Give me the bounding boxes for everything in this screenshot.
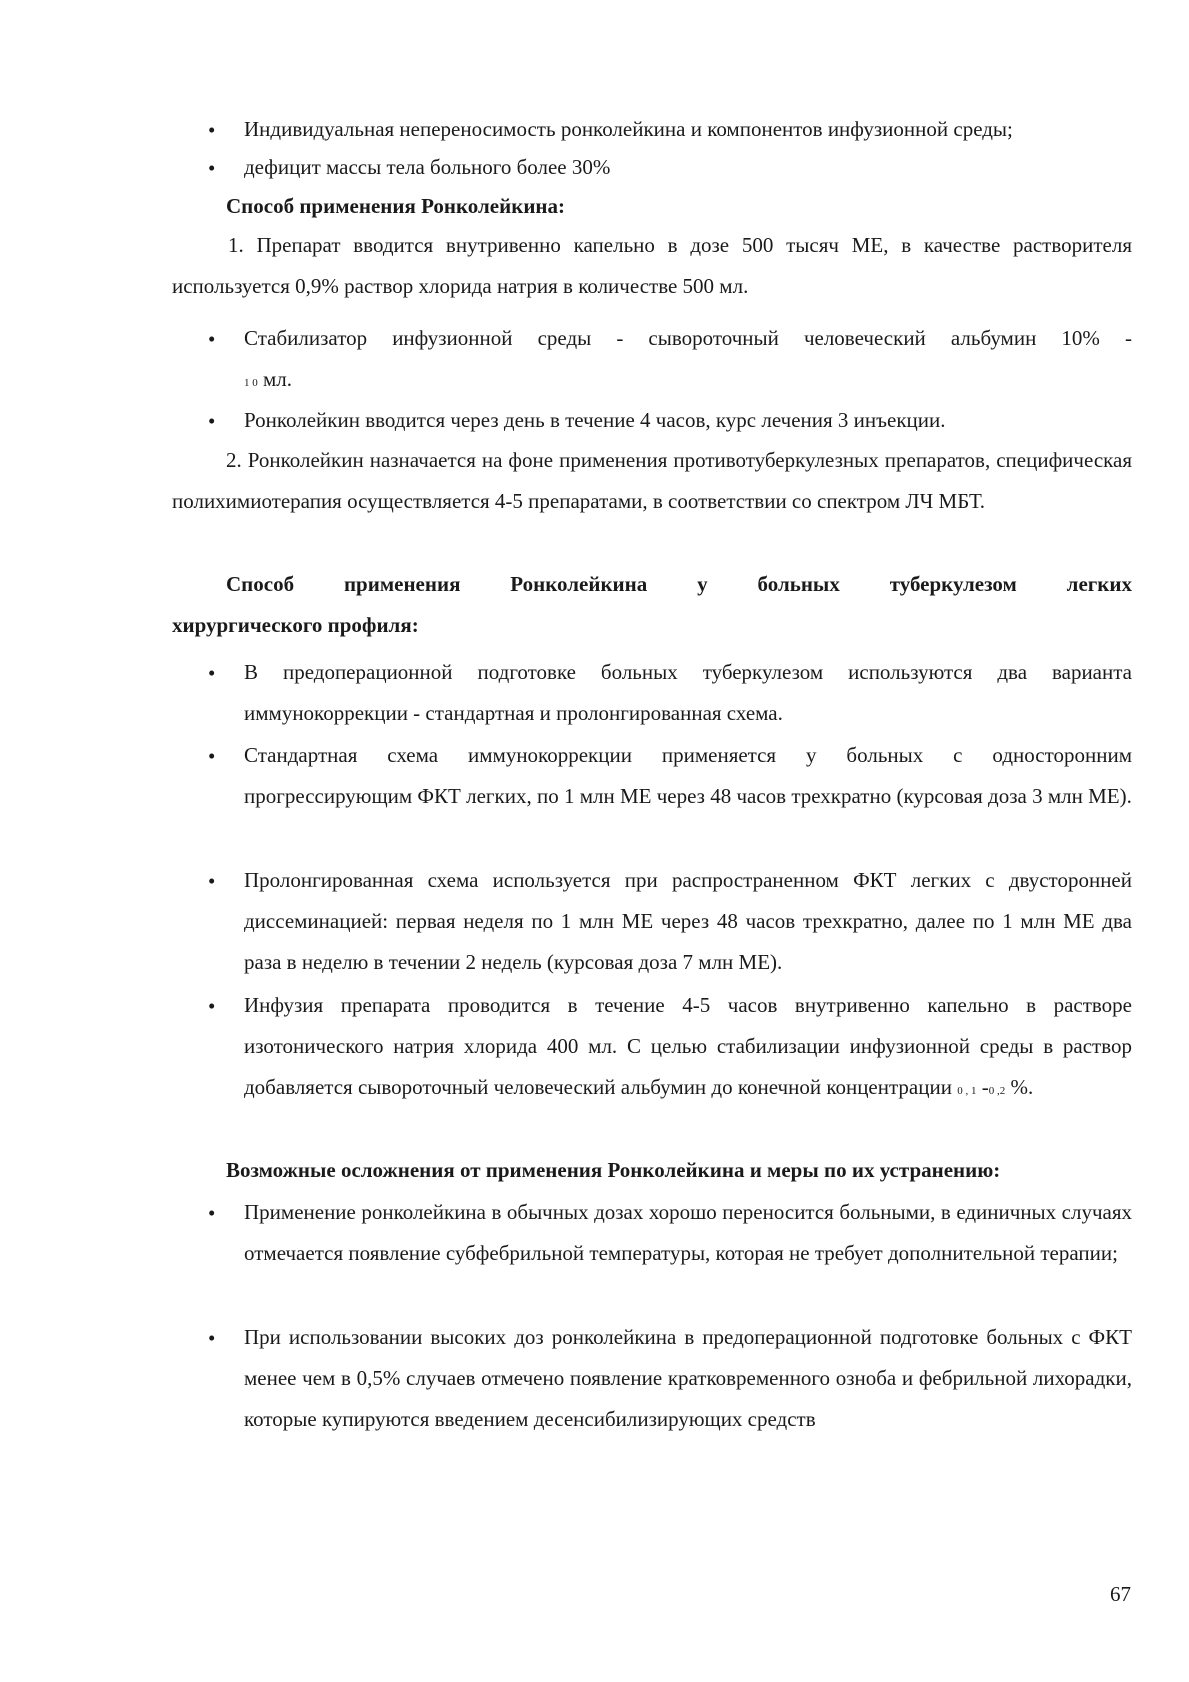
list-item-infusion (244, 985, 1132, 1112)
list-item-high-doses: При использовании высоких доз ронколейкина в предоперационной подготовке больных с ФКТ менее чем в 0,5% случаев отмечено появление кратковременного озноба и фебрильной лихорадки, которые купируются введением десенсибилизирующих средств (244, 1325, 1132, 1431)
bullet-marker: • (208, 661, 216, 685)
bullet-marker: • (208, 409, 216, 433)
heading-surgical-profile (172, 564, 1132, 646)
dose-unit: мл. (263, 367, 293, 391)
page-number: 67 (1110, 1582, 1131, 1606)
bullet-marker: • (208, 994, 216, 1018)
infusion-text: Инфузия препарата проводится в течение 4-5 часов внутривенно капельно в растворе изотонического натрия хлорида 400 мл. С целью стабилизации инфузионной среды в раствор добавляется сывороточный человеческий альбумин до конечной концентрации (244, 993, 1132, 1099)
paragraph-chemotherapy: 2. Ронколейкин назначается на фоне применения противотуберкулезных препаратов, специфическая полихимиотерапия осуществляется 4-5 препаратами, в соответствии со спектром ЛЧ МБТ. (172, 448, 1132, 513)
bullet-marker: • (208, 118, 216, 142)
bullet-marker: • (208, 327, 216, 351)
list-item-schedule: Ронколейкин вводится через день в течение 4 часов, курс лечения 3 инъекции. (244, 408, 946, 432)
bullet-marker: • (208, 1201, 216, 1225)
bullet-marker: • (208, 156, 216, 180)
concentration-unit: %. (1010, 1075, 1034, 1099)
list-item-intolerance: Индивидуальная непереносимость ронколейкина и компонентов инфузионной среды; (244, 117, 1013, 141)
concentration-min: 0 , 1 (957, 1085, 977, 1097)
dose-value: 1 0 (244, 377, 258, 389)
concentration-max: 0 ,2 (988, 1085, 1006, 1097)
heading-surgical-line1: Способ применения Ронколейкина у больных туберкулезом легких (226, 572, 1132, 596)
list-item-standard-scheme: Стандартная схема иммунокоррекции применяется у больных с односторонним прогрессирующим ФКТ легких, по 1 млн МЕ через 48 часов трехкратно (курсовая доза 3 млн МЕ). (244, 743, 1132, 808)
paragraph-dosage: 1. Препарат вводится внутривенно капельно в дозе 500 тысяч МЕ, в качестве растворителя используется 0,9% раствор хлорида натрия в количестве 500 мл. (172, 233, 1132, 298)
heading-surgical-line2: хирургического профиля: (172, 613, 419, 637)
heading-complications: Возможные осложнения от применения Ронколейкина и меры по их устранению: (226, 1158, 1001, 1182)
concentration-dash: - (981, 1075, 989, 1099)
bullet-marker: • (208, 744, 216, 768)
list-item-weight-deficit: дефицит массы тела больного более 30% (244, 155, 611, 179)
list-item-tolerance: Применение ронколейкина в обычных дозах хорошо переносится больными, в единичных случаях отмечается появление субфебрильной температуры, которая не требует дополнительной терапии; (244, 1200, 1132, 1265)
list-item-two-variants: В предоперационной подготовке больных туберкулезом используются два варианта иммунокоррекции - стандартная и пролонгированная схема. (244, 660, 1132, 725)
bullet-marker: • (208, 869, 216, 893)
list-item-stabilizer (244, 318, 1132, 404)
stabilizer-text: Стабилизатор инфузионной среды - сывороточный человеческий альбумин 10% - (244, 326, 1132, 350)
bullet-marker: • (208, 1326, 216, 1350)
list-item-prolonged-scheme: Пролонгированная схема используется при распространенном ФКТ легких с двусторонней диссеминацией: первая неделя по 1 млн МЕ через 48 часов трехкратно, далее по 1 млн МЕ два раза в неделю в течении 2 недель (курсовая доза 7 млн МЕ). (244, 868, 1132, 974)
heading-application-method: Способ применения Ронколейкина: (226, 194, 566, 218)
stabilizer-dose (244, 367, 292, 391)
